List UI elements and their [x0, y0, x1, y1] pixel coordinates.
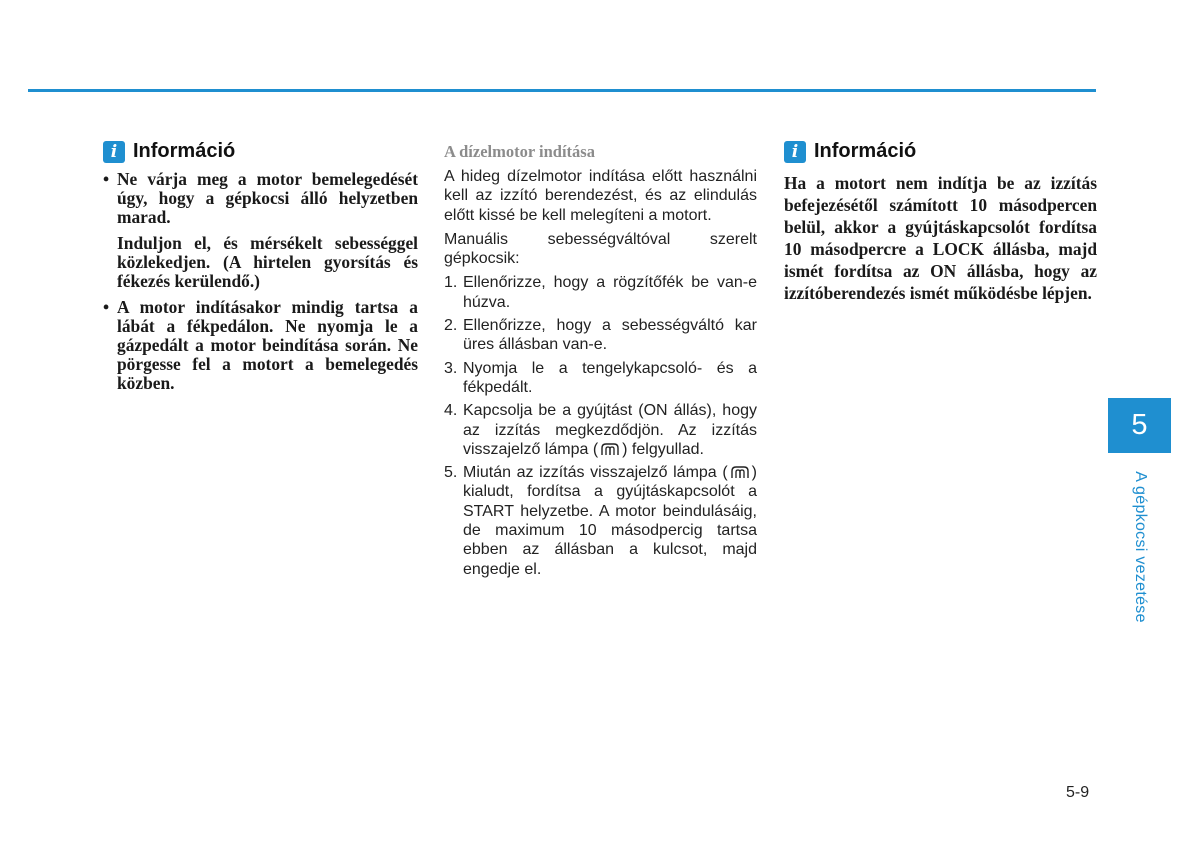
info-text: Ha a motort nem indítja be az izzítás befejezésétől számított 10 másodpercen belül, akkor a gyújtáskapcsolót fordítsa 10 másodpercre a LOCK állásba, majd ismét fordítsa az ON állásba, hogy az izzítóberendezés ismét működésbe lépjen. — [784, 173, 1097, 303]
step-text: Kapcsolja be a gyújtást (ON állás), hogy az izzítás megkezdődjön. Az izzítás visszajelző lámpa ( — [463, 402, 757, 458]
info-icon: i — [103, 141, 125, 163]
info-title: Információ — [133, 140, 236, 162]
page-number: 5-9 — [1066, 784, 1090, 801]
step-item — [444, 316, 757, 355]
step-number: 2. — [444, 317, 458, 335]
info-heading — [103, 140, 418, 163]
info-bullet-list — [103, 170, 418, 393]
step-item — [444, 463, 757, 579]
glow-plug-indicator-icon — [729, 466, 751, 479]
diesel-start-section — [444, 140, 757, 583]
step-text: Ellenőrizze, hogy a rögzítőfék be van-e húzva. — [463, 274, 757, 311]
info-icon: i — [784, 141, 806, 163]
step-item — [444, 273, 757, 312]
info-heading — [784, 140, 1097, 163]
steps-list — [444, 273, 757, 578]
glow-plug-indicator-icon — [599, 443, 621, 456]
info-title: Információ — [814, 140, 917, 162]
step-number: 5. — [444, 464, 458, 482]
manual-label: Manuális sebességváltóval szerelt gépkocsik: — [444, 230, 757, 268]
chapter-number: 5 — [1131, 409, 1148, 441]
step-text: ) kialudt, fordítsa a gyújtáskapcsolót a START helyzetbe. A motor beindulásáig, de maximum 10 másodpercig tartsa ebben az állásban a kulcsot, majd engedje el. — [463, 464, 757, 578]
info-bullet — [103, 170, 418, 291]
info-bullet — [103, 298, 418, 393]
top-rule — [28, 89, 1096, 92]
step-text: Nyomja le a tengelykapcsoló- és a fékpedált. — [463, 359, 757, 396]
step-number: 3. — [444, 359, 458, 377]
chapter-tab — [1108, 398, 1171, 453]
info-box-left — [103, 140, 418, 393]
step-number: 1. — [444, 274, 458, 292]
bullet-paragraph: • A motor indításakor mindig tartsa a lábát a fékpedálon. Ne nyomja le a gázpedált a motor beindítása során. Ne pörgesse fel a motort a bemelegedés közben. — [117, 297, 418, 393]
bullet-paragraph: • Ne várja meg a motor bemelegedését úgy, hogy a gépkocsi álló helyzetben marad. — [117, 169, 418, 227]
step-number: 4. — [444, 402, 458, 420]
bullet-paragraph: Induljon el, és mérsékelt sebességgel közlekedjen. (A hirtelen gyorsítás és fékezés kerülendő.) — [117, 233, 418, 291]
step-item — [444, 401, 757, 459]
step-text: Ellenőrizze, hogy a sebességváltó kar üres állásban van-e. — [463, 317, 757, 354]
info-box-right — [784, 140, 1097, 304]
chapter-title: A gépkocsi vezetése — [1132, 471, 1149, 623]
step-text: Miután az izzítás visszajelző lámpa ( — [463, 464, 728, 482]
intro-paragraph: A hideg dízelmotor indítása előtt használni kell az izzító berendezést, és az elindulás előtt kissé be kell melegíteni a motort. — [444, 168, 757, 224]
section-heading: A dízelmotor indítása — [444, 142, 595, 161]
section-body — [444, 167, 757, 579]
step-item — [444, 359, 757, 398]
step-text: ) felgyullad. — [622, 440, 704, 458]
